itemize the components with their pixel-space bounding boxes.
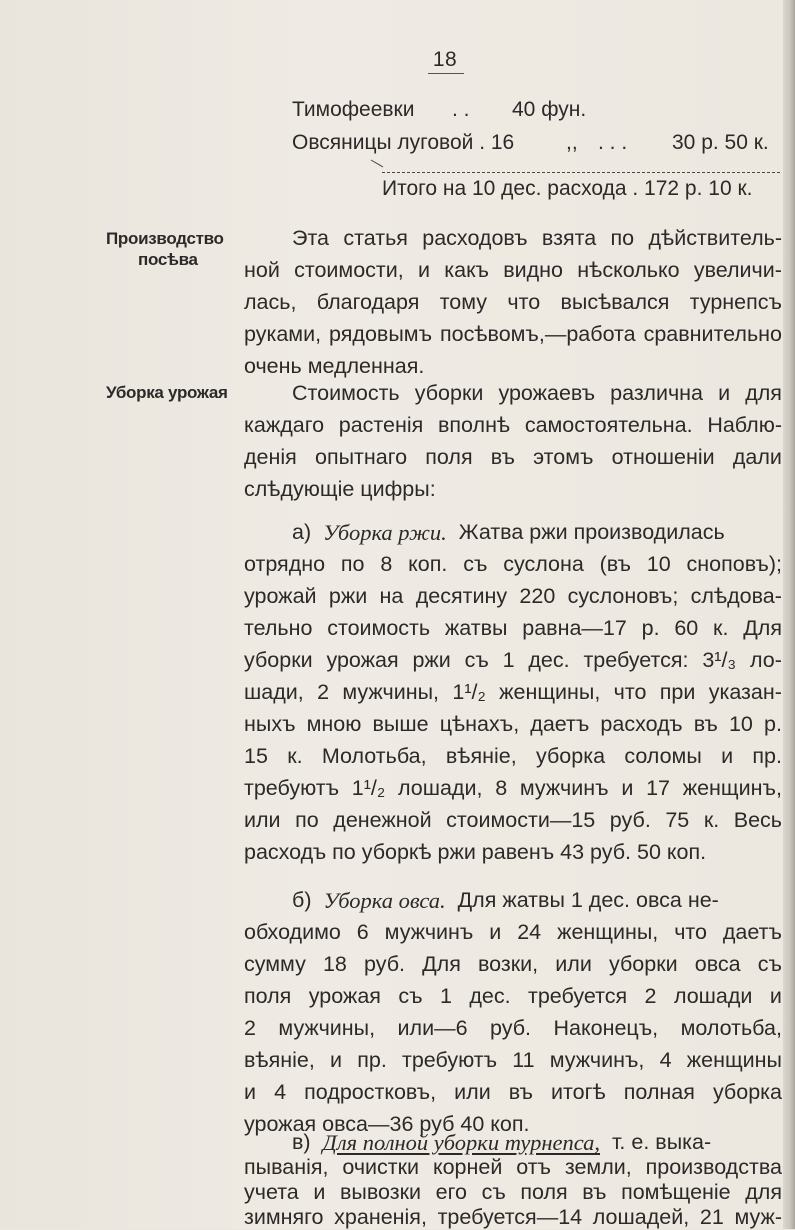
turnip-first-rest: т. е. выка- [611, 1130, 712, 1154]
text-line: руками, рядовымъ посѣвомъ,—работа сравнительно [244, 322, 782, 346]
text-line: денія опытнаго поля въ этомъ отношеніи дали [244, 445, 782, 469]
table-row-fescue-dots: . . . [598, 131, 628, 154]
text-line: урожая овса—36 руб 40 коп. [244, 1112, 530, 1136]
text-line: 15 к. Молотьба, вѣяніе, уборка соломы и пр. [244, 744, 782, 768]
text-line: Стоимость уборки урожаевъ различна и для [292, 381, 782, 405]
text-line: поля урожая съ 1 дес. требуется 2 лошади и [244, 984, 782, 1008]
paragraph-rye-first-line [292, 520, 782, 546]
text-line: вѣяніе, и пр. требуютъ 11 мужчинъ, 4 женщины [244, 1048, 782, 1072]
page-number-underline [428, 73, 464, 74]
text-line: слѣдующіе цифры: [244, 477, 436, 501]
text-line: сумму 18 руб. Для возки, или уборки овса съ [244, 952, 782, 976]
oats-title: Уборка овса. [323, 888, 446, 913]
text-line: обходимо 6 мужчинъ и 24 женщины, что даетъ [244, 920, 782, 944]
table-row-timothy-name: Тимофеевки [292, 98, 415, 121]
rye-title: Уборка ржи. [323, 520, 447, 545]
oats-first-rest: Для жатвы 1 дес. овса не- [457, 888, 719, 912]
text-line: ной стоимости, и какъ видно нѣсколько увеличи- [244, 258, 782, 282]
table-row-fescue-unit: ,, [566, 131, 578, 154]
table-row-timothy-dots: . . [452, 98, 470, 121]
page-edge-shadow [783, 0, 795, 1229]
text-line: или по денежной стоимости—15 руб. 75 к. Весь [244, 808, 782, 832]
marker-a: а) [292, 520, 312, 544]
text-line: зимняго храненія, требуется—14 лошадей, 21 муж- [244, 1205, 782, 1229]
paragraph-turnip-first-line [292, 1130, 782, 1156]
paragraph-oats-first-line [292, 888, 782, 914]
text-line: пыванія, очистки корней отъ земли, производства [244, 1155, 782, 1179]
turnip-title: Для полной уборки турнепса, [322, 1130, 601, 1155]
margin-note-harvest: Уборка урожая [106, 383, 228, 402]
table-row-timothy-qty: 40 фун. [512, 98, 587, 121]
text-line: очень медленная. [244, 354, 425, 378]
text-line: лась, благодаря тому что высѣвался турнепсъ [244, 290, 782, 314]
text-line: и 4 подростковъ, или въ итогѣ полная уборка [244, 1080, 782, 1104]
table-row-fescue-name: Овсяницы луговой . 16 [292, 131, 515, 154]
text-line: уборки урожая ржи съ 1 дес. требуется: 3¹/₃ ло- [244, 648, 782, 672]
margin-note-sowing-1: Производство [106, 229, 224, 248]
text-line: учета и вывозки его съ поля въ помѣщеніе для [244, 1180, 782, 1204]
text-line: требуютъ 1¹/₂ лошади, 8 мужчинъ и 17 женщинъ, [244, 776, 782, 800]
marker-b: б) [292, 888, 312, 912]
table-total: Итого на 10 дес. расхода . 172 р. 10 к. [382, 177, 753, 200]
text-line: 2 мужчины, или—6 руб. Наконецъ, молотьба, [244, 1016, 782, 1040]
page-number: 18 [432, 48, 458, 71]
text-line: отрядно по 8 коп. съ суслона (въ 10 сноповъ); [244, 552, 782, 576]
margin-note-sowing-2: посѣва [138, 250, 198, 269]
table-row-fescue-price: 30 р. 50 к. [672, 131, 769, 154]
rye-first-rest: Жатва ржи производилась [458, 520, 725, 544]
text-line: ныхъ мною выше цѣнахъ, даетъ расходъ въ 10 р. [244, 712, 782, 736]
text-line: каждаго растенія вполнѣ самостоятельна. Наблю- [244, 413, 782, 437]
text-line: расходъ по уборкѣ ржи равенъ 43 руб. 50 коп. [244, 840, 707, 864]
text-line: урожай ржи на десятину 220 суслоновъ; слѣдова- [244, 584, 782, 608]
text-line: тельно стоимость жатвы равна—17 р. 60 к. Для [244, 616, 782, 640]
sum-rule [382, 172, 780, 173]
text-line: шади, 2 мужчины, 1¹/₂ женщины, что при указан- [244, 680, 782, 704]
text-line: Эта статья расходовъ взята по дѣйствитель- [292, 226, 782, 250]
marker-c: в) [292, 1130, 311, 1154]
